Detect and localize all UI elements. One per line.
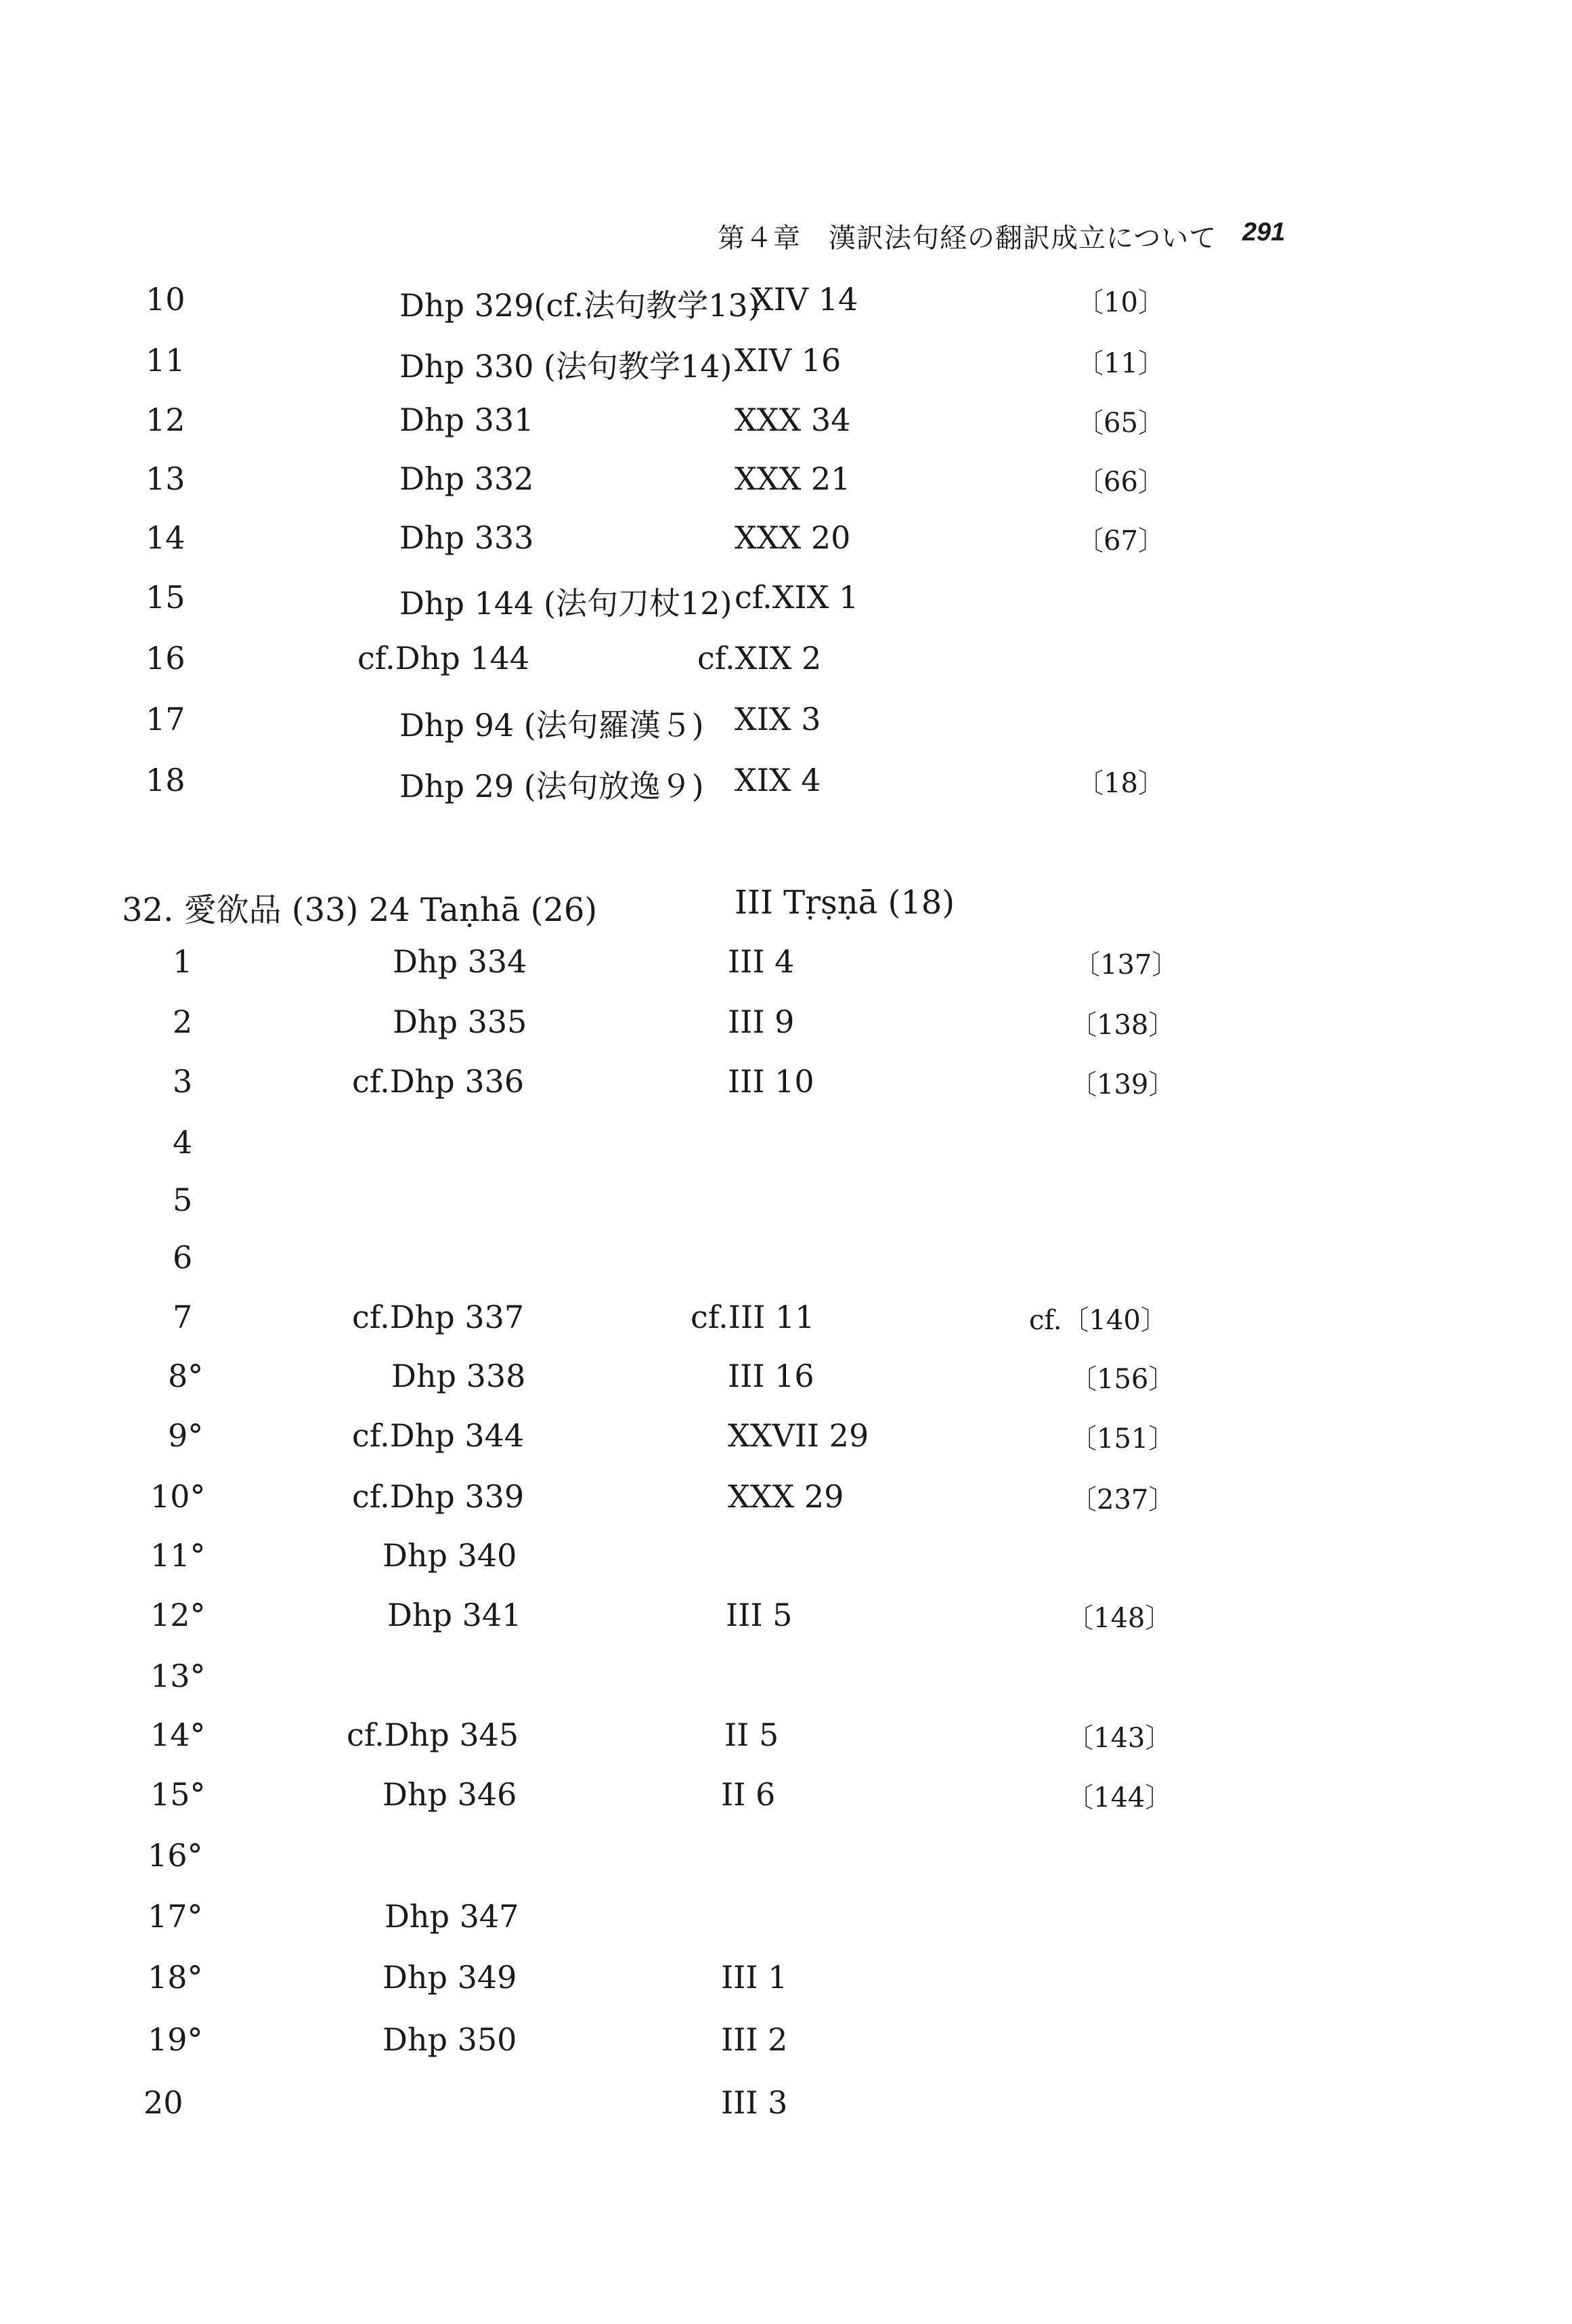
udanavarga-ref: III 3: [721, 2084, 788, 2121]
verse-number: 12°: [150, 1597, 206, 1633]
bracket-ref: 〔137〕: [1073, 949, 1179, 981]
table-row: [0, 281, 1572, 335]
dhammapada-ref: cf.Dhp 345: [347, 1717, 519, 1753]
verse-number: 16: [146, 640, 185, 676]
table-row: [0, 1478, 1572, 1532]
verse-number: 6: [173, 1239, 193, 1276]
bracket-ref: 〔156〕: [1070, 1364, 1176, 1395]
dhammapada-ref: Dhp 333: [399, 519, 534, 556]
table-row: [0, 1417, 1572, 1471]
dhammapada-ref: Dhp 346: [383, 1776, 517, 1813]
verse-number: 8°: [168, 1358, 204, 1394]
running-header-title: 第４章 漢訳法句経の翻訳成立について: [718, 223, 1217, 254]
table-row: [0, 579, 1572, 633]
table-row: [0, 640, 1572, 694]
udanavarga-ref: III 2: [721, 2021, 788, 2058]
udanavarga-ref: XXX 34: [735, 402, 851, 438]
table-row: [0, 1959, 1572, 2013]
dhammapada-ref: Dhp 329(cf.法句教学13): [399, 287, 760, 324]
section-heading-chinese-pali: 32. 愛欲品 (33) 24 Taṇhā (26): [122, 891, 598, 929]
dhammapada-ref: Dhp 330 (法句教学14): [399, 348, 733, 385]
table-row: [0, 1124, 1572, 1178]
udanavarga-ref: II 6: [721, 1776, 776, 1813]
dhammapada-ref: Dhp 340: [383, 1537, 517, 1574]
verse-number: 11: [146, 342, 185, 379]
bracket-ref: 〔11〕: [1076, 348, 1165, 379]
table-row: [0, 519, 1572, 574]
bracket-ref: 〔151〕: [1070, 1423, 1176, 1455]
verse-number: 14°: [150, 1717, 206, 1753]
dhammapada-ref: Dhp 335: [393, 1004, 527, 1040]
table-row: [0, 762, 1572, 816]
dhammapada-ref: cf.Dhp 344: [352, 1417, 525, 1454]
bracket-ref: 〔144〕: [1066, 1782, 1173, 1813]
verse-number: 18°: [148, 1959, 203, 1996]
dhammapada-ref: cf.Dhp 144: [357, 640, 530, 676]
table-row: [0, 1776, 1572, 1830]
bracket-ref: 〔148〕: [1066, 1603, 1173, 1634]
dhammapada-ref: Dhp 347: [385, 1898, 519, 1935]
dhammapada-ref: cf.Dhp 337: [352, 1299, 525, 1335]
verse-number: 16°: [148, 1837, 203, 1874]
bracket-ref: 〔237〕: [1070, 1484, 1176, 1515]
udanavarga-ref: XIV 16: [735, 342, 842, 379]
table-row: [0, 1898, 1572, 1952]
table-row: [0, 402, 1572, 456]
table-row: [0, 342, 1572, 396]
table-row: [0, 1358, 1572, 1412]
bracket-ref: 〔10〕: [1076, 287, 1165, 318]
verse-number: 9°: [168, 1417, 204, 1454]
udanavarga-ref: XIV 14: [751, 281, 858, 318]
table-row: [0, 701, 1572, 755]
verse-number: 13: [146, 460, 185, 497]
verse-number: 15: [146, 579, 185, 616]
udanavarga-ref: XXX 20: [735, 519, 851, 556]
verse-number: 1: [173, 943, 193, 980]
verse-number: 3: [173, 1063, 193, 1100]
udanavarga-ref: III 16: [728, 1358, 814, 1394]
table-row: [0, 1299, 1572, 1353]
dhammapada-ref: Dhp 29 (法句放逸９): [399, 768, 704, 804]
table-row: [0, 1063, 1572, 1117]
dhammapada-ref: Dhp 144 (法句刀杖12): [399, 585, 733, 622]
table-row: [0, 1239, 1572, 1293]
udanavarga-ref: III 10: [728, 1063, 814, 1100]
verse-number: 14: [146, 519, 185, 556]
dhammapada-ref: Dhp 338: [391, 1358, 526, 1394]
verse-number: 15°: [150, 1776, 206, 1813]
udanavarga-ref: XXVII 29: [728, 1417, 869, 1454]
table-row: [0, 1004, 1572, 1058]
verse-number: 12: [146, 402, 185, 438]
dhammapada-ref: Dhp 94 (法句羅漢５): [399, 707, 704, 744]
verse-number: 5: [173, 1182, 193, 1218]
udanavarga-ref: XXX 29: [728, 1478, 844, 1515]
table-row: [0, 1182, 1572, 1236]
dhammapada-ref: cf.Dhp 339: [352, 1478, 525, 1515]
verse-number: 13°: [150, 1658, 206, 1694]
bracket-ref: 〔66〕: [1076, 467, 1165, 498]
dhammapada-ref: Dhp 331: [399, 402, 534, 438]
udanavarga-ref: XIX 4: [735, 762, 821, 798]
dhammapada-ref: Dhp 349: [383, 1959, 517, 1996]
verse-number: 18: [146, 762, 185, 798]
verse-number: 11°: [150, 1537, 206, 1574]
table-row: [0, 1658, 1572, 1712]
page-number: 291: [1242, 218, 1286, 246]
bracket-ref: 〔143〕: [1066, 1723, 1173, 1754]
udanavarga-ref: cf.XIX 1: [735, 579, 859, 616]
bracket-ref: 〔65〕: [1076, 408, 1165, 439]
verse-number: 7: [173, 1299, 193, 1335]
table-row: [0, 1837, 1572, 1891]
table-row: [0, 1597, 1572, 1651]
udanavarga-ref: cf.III 11: [691, 1299, 815, 1335]
bracket-ref: 〔18〕: [1076, 768, 1165, 799]
bracket-ref: 〔67〕: [1076, 525, 1165, 557]
verse-number: 17°: [148, 1898, 203, 1935]
table-row: [0, 2084, 1572, 2138]
udanavarga-ref: III 1: [721, 1959, 788, 1996]
section-heading-sanskrit: III Tṛṣṇā (18): [735, 884, 955, 922]
bracket-ref: 〔139〕: [1070, 1069, 1176, 1100]
udanavarga-ref: XXX 21: [735, 460, 851, 497]
table-row: [0, 943, 1572, 997]
table-row: [0, 460, 1572, 515]
udanavarga-ref: II 5: [724, 1717, 779, 1753]
verse-number: 4: [173, 1124, 193, 1161]
table-row: [0, 1717, 1572, 1771]
udanavarga-ref: XIX 3: [735, 701, 821, 737]
udanavarga-ref: cf.XIX 2: [697, 640, 822, 676]
dhammapada-ref: Dhp 350: [383, 2021, 517, 2058]
verse-number: 10: [146, 281, 185, 318]
udanavarga-ref: III 4: [728, 943, 795, 980]
verse-number: 10°: [150, 1478, 206, 1515]
verse-number: 2: [173, 1004, 193, 1040]
dhammapada-ref: cf.Dhp 336: [352, 1063, 525, 1100]
table-row: [0, 2021, 1572, 2075]
dhammapada-ref: Dhp 334: [393, 943, 527, 980]
bracket-ref: 〔138〕: [1070, 1010, 1176, 1041]
verse-number: 20: [144, 2084, 183, 2121]
verse-number: 17: [146, 701, 185, 737]
dhammapada-ref: Dhp 332: [399, 460, 534, 497]
udanavarga-ref: III 5: [726, 1597, 793, 1633]
verse-number: 19°: [148, 2021, 203, 2058]
dhammapada-ref: Dhp 341: [387, 1597, 522, 1633]
bracket-ref: cf.〔140〕: [1029, 1305, 1168, 1336]
udanavarga-ref: III 9: [728, 1004, 795, 1040]
table-row: [0, 1537, 1572, 1591]
